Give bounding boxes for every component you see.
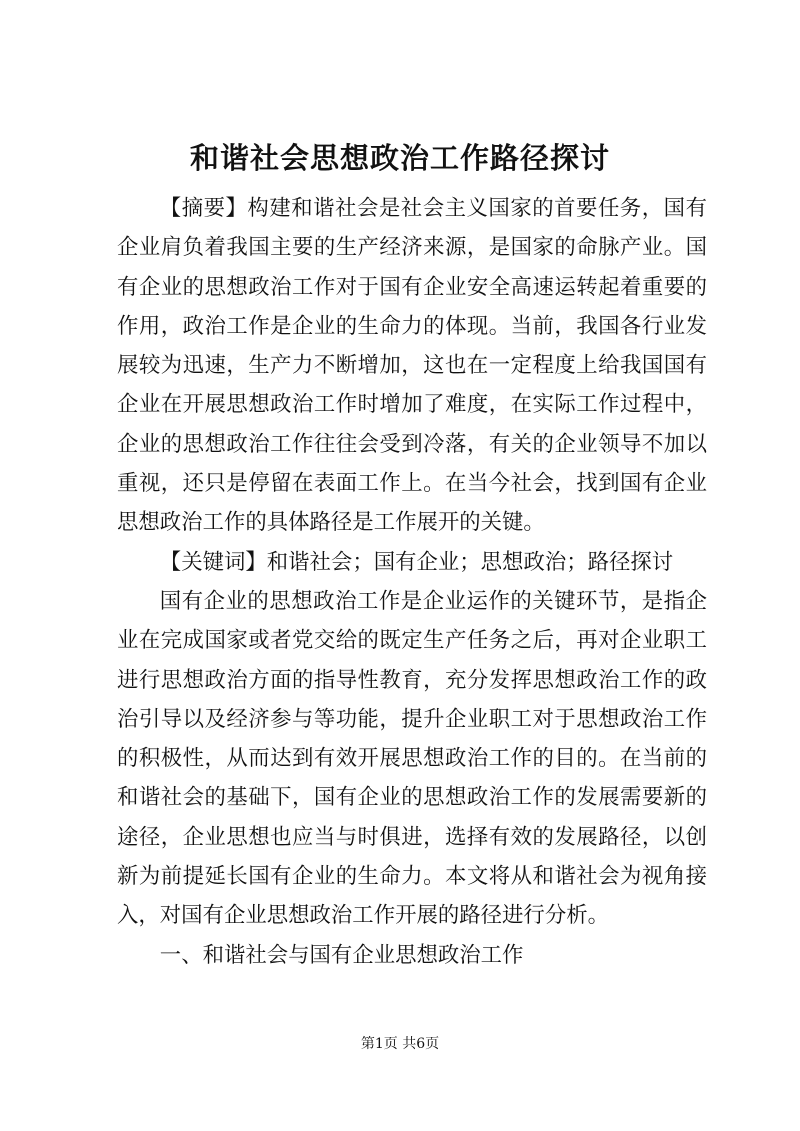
abstract-paragraph: 【摘要】构建和谐社会是社会主义国家的首要任务，国有企业肩负着我国主要的生产经济来源，是国家的命脉产业。国有企业的思想政治工作对于国有企业安全高速运转起着重要的作用，政治工作是企业的生命力的体现。当前，我国各行业发展较为迅速，生产力不断增加，这也在一定程度上给我国国有企业在开展思想政治工作时增加了难度，在实际工作过程中，企业的思想政治工作往往会受到冷落，有关的企业领导不加以重视，还只是停留在表面工作上。在当今社会，找到国有企业思想政治工作的具体路径是工作展开的关键。 bbox=[117, 196, 707, 536]
introduction-paragraph: 国有企业的思想政治工作是企业运作的关键环节，是指企业在完成国家或者党交给的既定生产任务之后，再对企业职工进行思想政治方面的指导性教育，充分发挥思想政治工作的政治引导以及经济参与等功能，提升企业职工对于思想政治工作的积极性，从而达到有效开展思想政治工作的目的。在当前的和谐社会的基础下，国有企业的思想政治工作的发展需要新的途径，企业思想也应当与时俱进，选择有效的发展路径，以创新为前提延长国有企业的生命力。本文将从和谐社会为视角接入，对国有企业思想政治工作开展的路径进行分析。 bbox=[117, 588, 707, 929]
page-footer: 第1页 共6页 bbox=[360, 1036, 440, 1052]
section-heading: 一、和谐社会与国有企业思想政治工作 bbox=[159, 942, 524, 968]
keywords-paragraph: 【关键词】和谐社会；国有企业；思想政治；路径探讨 bbox=[159, 549, 674, 575]
document-title: 和谐社会思想政治工作路径探讨 bbox=[189, 141, 610, 175]
document-body bbox=[117, 189, 707, 975]
